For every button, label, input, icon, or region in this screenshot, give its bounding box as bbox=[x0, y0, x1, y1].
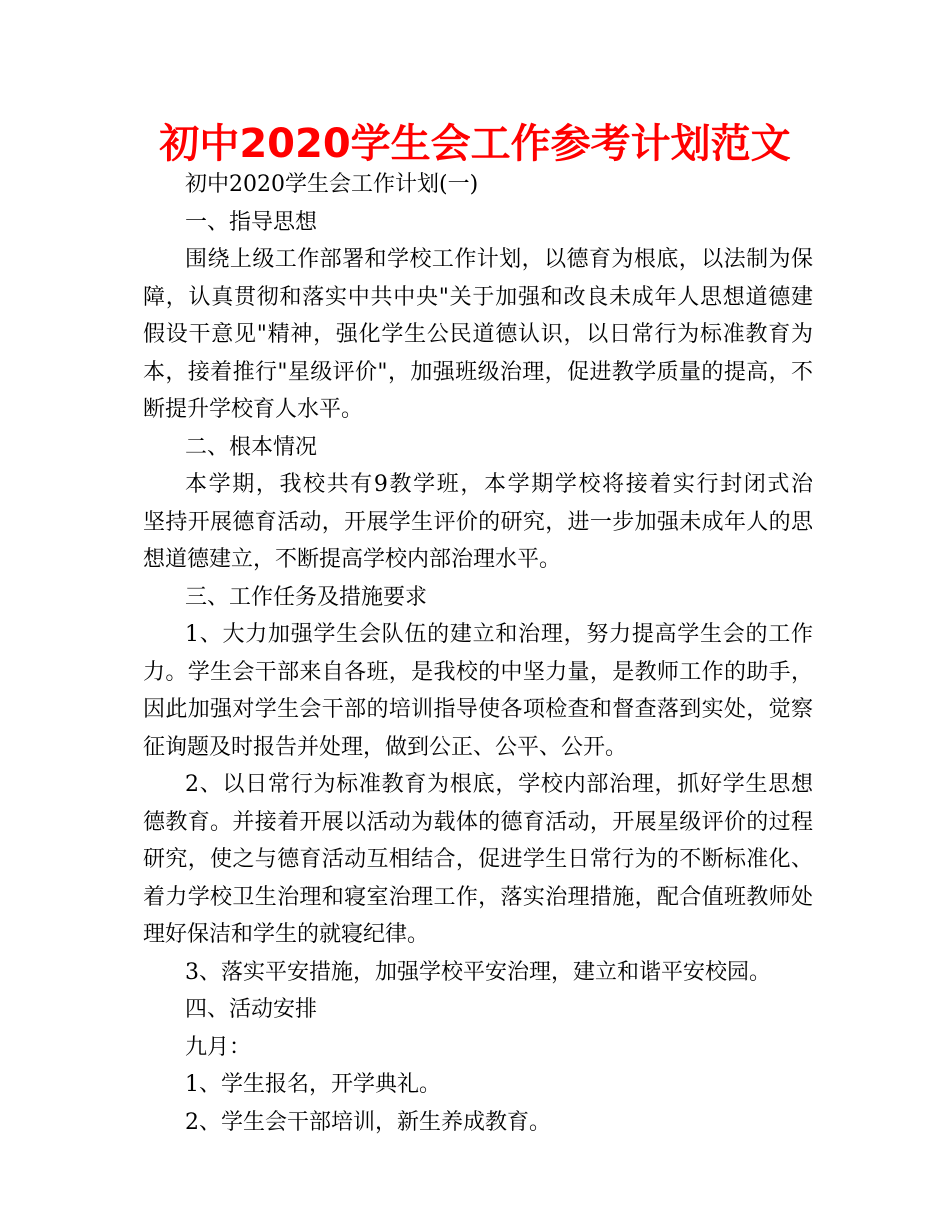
text-line: 本，接着推行"星级评价"，加强班级治理，促进教学质量的提高，不 bbox=[143, 359, 813, 385]
text-line: 初中2020学生会工作计划(一) bbox=[185, 172, 479, 197]
text-line: 1、大力加强学生会队伍的建立和治理，努力提高学生会的工作 bbox=[185, 622, 813, 647]
text-line: 研究，使之与德育活动互相结合，促进学生日常行为的不断标准化、 bbox=[143, 847, 813, 872]
text-line: 障，认真贯彻和落实中共中央"关于加强和改良未成年人思想道德建 bbox=[143, 284, 813, 310]
text-line: 征询题及时报告并处理，做到公正、公平、公开。 bbox=[143, 734, 628, 760]
text-line: 2、以日常行为标准教育为根底，学校内部治理，抓好学生思想 bbox=[185, 772, 813, 797]
text-line: 1、学生报名，开学典礼。 bbox=[185, 1072, 441, 1097]
text-line: 假设干意见"精神，强化学生公民道德认识，以日常行为标准教育为 bbox=[143, 322, 813, 347]
text-line: 本学期，我校共有9教学班，本学期学校将接着实行封闭式治 bbox=[185, 472, 813, 497]
text-line: 3、落实平安措施，加强学校平安治理，建立和谐平安校园。 bbox=[185, 959, 771, 985]
text-line: 围绕上级工作部署和学校工作计划，以德育为根底，以法制为保 bbox=[185, 247, 813, 272]
text-line: 四、活动安排 bbox=[185, 997, 318, 1022]
text-line: 九月： bbox=[185, 1034, 252, 1060]
text-line: 德教育。并接着开展以活动为载体的德育活动，开展星级评价的过程 bbox=[143, 809, 813, 835]
text-line: 断提升学校育人水平。 bbox=[143, 397, 364, 422]
text-line: 坚持开展德育活动，开展学生评价的研究，进一步加强未成年人的思 bbox=[143, 509, 813, 535]
document-body bbox=[143, 166, 813, 1141]
text-line: 一、指导思想 bbox=[185, 209, 318, 235]
text-line: 想道德建立，不断提高学校内部治理水平。 bbox=[143, 547, 562, 572]
text-line: 理好保洁和学生的就寝纪律。 bbox=[143, 922, 430, 947]
document-title: 初中2020学生会工作参考计划范文 bbox=[159, 121, 791, 167]
text-line: 着力学校卫生治理和寝室治理工作，落实治理措施，配合值班教师处 bbox=[143, 884, 813, 910]
text-line: 因此加强对学生会干部的培训指导使各项检查和督查落到实处，觉察 bbox=[143, 697, 813, 722]
text-line: 力。学生会干部来自各班，是我校的中坚力量，是教师工作的助手， bbox=[143, 659, 813, 685]
text-line: 二、根本情况 bbox=[185, 434, 318, 460]
text-line: 三、工作任务及措施要求 bbox=[185, 584, 428, 610]
text-line: 2、学生会干部培训，新生养成教育。 bbox=[185, 1109, 551, 1135]
